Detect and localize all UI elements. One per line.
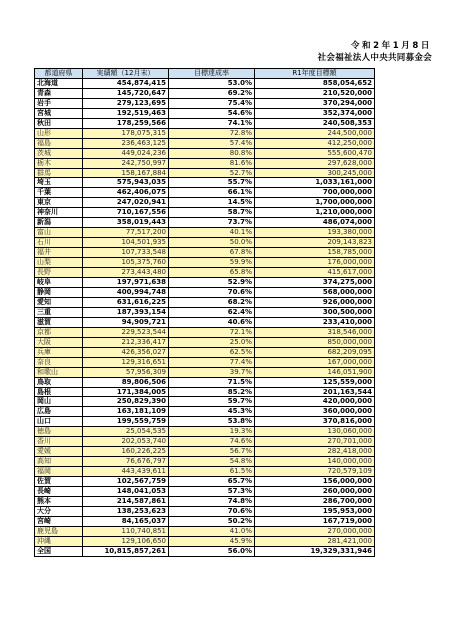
prefecture-cell: 鳥取 xyxy=(35,377,83,387)
table-row xyxy=(35,457,375,467)
target-amount-cell: 195,953,000 xyxy=(255,506,375,516)
achievement-rate-cell: 58.7% xyxy=(169,208,255,218)
table-row xyxy=(35,158,375,168)
achievement-rate-cell: 73.7% xyxy=(169,218,255,228)
target-amount-cell: 282,418,000 xyxy=(255,447,375,457)
achievement-rate-cell: 52.7% xyxy=(169,168,255,178)
table-row xyxy=(35,327,375,337)
table-row xyxy=(35,238,375,248)
table-row xyxy=(35,228,375,238)
prefecture-cell: 香川 xyxy=(35,437,83,447)
prefecture-cell: 三重 xyxy=(35,307,83,317)
prefecture-cell: 岡山 xyxy=(35,397,83,407)
prefecture-cell: 北海道 xyxy=(35,78,83,88)
achievement-rate-cell: 53.8% xyxy=(169,417,255,427)
prefecture-cell: 山梨 xyxy=(35,258,83,268)
table-row xyxy=(35,496,375,506)
prefecture-cell: 福島 xyxy=(35,138,83,148)
table-row xyxy=(35,128,375,138)
target-amount-cell: 176,000,000 xyxy=(255,258,375,268)
achievement-rate-cell: 57.3% xyxy=(169,487,255,497)
prefecture-cell: 福岡 xyxy=(35,467,83,477)
actual-amount-cell: 178,259,566 xyxy=(83,118,169,128)
prefecture-cell: 岐阜 xyxy=(35,278,83,288)
achievement-rate-cell: 74.8% xyxy=(169,496,255,506)
table-row xyxy=(35,367,375,377)
column-header-prefecture: 都道府県 xyxy=(35,69,83,79)
prefecture-cell: 京都 xyxy=(35,327,83,337)
target-amount-cell: 412,250,000 xyxy=(255,138,375,148)
achievement-rate-cell: 80.8% xyxy=(169,148,255,158)
target-amount-cell: 281,421,000 xyxy=(255,536,375,546)
achievement-rate-cell: 50.0% xyxy=(169,238,255,248)
actual-amount-cell: 171,384,005 xyxy=(83,387,169,397)
achievement-rate-cell: 55.7% xyxy=(169,178,255,188)
prefecture-cell: 徳島 xyxy=(35,427,83,437)
prefecture-cell: 熊本 xyxy=(35,496,83,506)
table-row xyxy=(35,526,375,536)
prefecture-cell: 愛知 xyxy=(35,297,83,307)
target-amount-cell: 209,143,823 xyxy=(255,238,375,248)
target-amount-cell: 233,410,000 xyxy=(255,317,375,327)
prefecture-cell: 千葉 xyxy=(35,188,83,198)
target-amount-cell: 167,719,000 xyxy=(255,516,375,526)
actual-amount-cell: 575,943,035 xyxy=(83,178,169,188)
prefecture-cell: 長野 xyxy=(35,268,83,278)
table-row xyxy=(35,297,375,307)
achievement-rate-cell: 14.5% xyxy=(169,198,255,208)
achievement-rate-cell: 56.0% xyxy=(169,546,255,556)
target-amount-cell: 140,000,000 xyxy=(255,457,375,467)
table-row xyxy=(35,268,375,278)
actual-amount-cell: 145,720,647 xyxy=(83,88,169,98)
target-amount-cell: 700,000,000 xyxy=(255,188,375,198)
actual-amount-cell: 104,501,935 xyxy=(83,238,169,248)
table-row xyxy=(35,258,375,268)
table-row xyxy=(35,437,375,447)
target-amount-cell: 486,074,000 xyxy=(255,218,375,228)
achievement-rate-cell: 69.2% xyxy=(169,88,255,98)
table-row xyxy=(35,218,375,228)
actual-amount-cell: 229,523,544 xyxy=(83,327,169,337)
table-row xyxy=(35,198,375,208)
prefecture-cell: 岩手 xyxy=(35,98,83,108)
target-amount-cell: 201,163,544 xyxy=(255,387,375,397)
achievement-rate-cell: 40.6% xyxy=(169,317,255,327)
table-row xyxy=(35,516,375,526)
target-amount-cell: 297,628,000 xyxy=(255,158,375,168)
achievement-rate-cell: 40.1% xyxy=(169,228,255,238)
achievement-rate-cell: 19.3% xyxy=(169,427,255,437)
achievement-rate-cell: 70.6% xyxy=(169,287,255,297)
table-row xyxy=(35,287,375,297)
achievement-rate-cell: 65.8% xyxy=(169,268,255,278)
table-row xyxy=(35,78,375,88)
actual-amount-cell: 242,750,997 xyxy=(83,158,169,168)
target-amount-cell: 926,000,000 xyxy=(255,297,375,307)
achievement-rate-cell: 52.9% xyxy=(169,278,255,288)
actual-amount-cell: 129,106,650 xyxy=(83,536,169,546)
actual-amount-cell: 107,733,548 xyxy=(83,248,169,258)
actual-amount-cell: 214,587,861 xyxy=(83,496,169,506)
table-row xyxy=(35,178,375,188)
table-row xyxy=(35,98,375,108)
actual-amount-cell: 25,054,535 xyxy=(83,427,169,437)
target-amount-cell: 260,000,000 xyxy=(255,487,375,497)
target-amount-cell: 555,600,470 xyxy=(255,148,375,158)
achievement-rate-cell: 41.0% xyxy=(169,526,255,536)
actual-amount-cell: 110,740,851 xyxy=(83,526,169,536)
target-amount-cell: 270,701,000 xyxy=(255,437,375,447)
actual-amount-cell: 250,829,390 xyxy=(83,397,169,407)
target-amount-cell: 1,033,161,000 xyxy=(255,178,375,188)
table-row xyxy=(35,118,375,128)
target-amount-cell: 568,000,000 xyxy=(255,287,375,297)
actual-amount-cell: 212,336,417 xyxy=(83,337,169,347)
prefecture-cell: 島根 xyxy=(35,387,83,397)
prefecture-cell: 神奈川 xyxy=(35,208,83,218)
target-amount-cell: 19,329,331,946 xyxy=(255,546,375,556)
actual-amount-cell: 199,559,759 xyxy=(83,417,169,427)
achievement-rate-cell: 59.7% xyxy=(169,397,255,407)
achievement-rate-cell: 71.5% xyxy=(169,377,255,387)
table-row xyxy=(35,447,375,457)
table-row xyxy=(35,427,375,437)
actual-amount-cell: 710,167,556 xyxy=(83,208,169,218)
achievement-rate-cell: 25.0% xyxy=(169,337,255,347)
actual-amount-cell: 449,024,236 xyxy=(83,148,169,158)
target-amount-cell: 858,054,652 xyxy=(255,78,375,88)
prefecture-cell: 滋賀 xyxy=(35,317,83,327)
achievement-rate-cell: 72.8% xyxy=(169,128,255,138)
target-amount-cell: 244,500,000 xyxy=(255,128,375,138)
table-row xyxy=(35,138,375,148)
prefecture-cell: 高知 xyxy=(35,457,83,467)
table-row xyxy=(35,248,375,258)
achievement-rate-cell: 67.8% xyxy=(169,248,255,258)
prefecture-cell: 茨城 xyxy=(35,148,83,158)
prefecture-cell: 新潟 xyxy=(35,218,83,228)
target-amount-cell: 130,060,000 xyxy=(255,427,375,437)
target-amount-cell: 1,700,000,000 xyxy=(255,198,375,208)
prefecture-cell: 山形 xyxy=(35,128,83,138)
achievement-rate-cell: 50.2% xyxy=(169,516,255,526)
achievement-rate-cell: 70.6% xyxy=(169,506,255,516)
target-amount-cell: 156,000,000 xyxy=(255,477,375,487)
achievement-rate-cell: 65.7% xyxy=(169,477,255,487)
target-amount-cell: 158,785,000 xyxy=(255,248,375,258)
achievement-rate-cell: 57.4% xyxy=(169,138,255,148)
prefecture-cell: 山口 xyxy=(35,417,83,427)
column-header-rate: 目標達成率 xyxy=(169,69,255,79)
target-amount-cell: 286,700,000 xyxy=(255,496,375,506)
table-row xyxy=(35,88,375,98)
table-total-row xyxy=(35,546,375,556)
achievement-rate-cell: 72.1% xyxy=(169,327,255,337)
actual-amount-cell: 163,181,109 xyxy=(83,407,169,417)
table-row xyxy=(35,397,375,407)
table-row xyxy=(35,188,375,198)
actual-amount-cell: 94,909,721 xyxy=(83,317,169,327)
actual-amount-cell: 160,226,225 xyxy=(83,447,169,457)
achievement-rate-cell: 74.1% xyxy=(169,118,255,128)
prefecture-cell: 和歌山 xyxy=(35,367,83,377)
actual-amount-cell: 77,517,200 xyxy=(83,228,169,238)
prefecture-cell: 宮城 xyxy=(35,108,83,118)
actual-amount-cell: 158,167,884 xyxy=(83,168,169,178)
actual-amount-cell: 89,806,506 xyxy=(83,377,169,387)
actual-amount-cell: 102,567,759 xyxy=(83,477,169,487)
actual-amount-cell: 105,375,760 xyxy=(83,258,169,268)
table-row xyxy=(35,148,375,158)
table-row xyxy=(35,377,375,387)
target-amount-cell: 370,816,000 xyxy=(255,417,375,427)
prefecture-cell: 長崎 xyxy=(35,487,83,497)
achievement-rate-cell: 61.5% xyxy=(169,467,255,477)
achievement-rate-cell: 85.2% xyxy=(169,387,255,397)
prefecture-cell: 東京 xyxy=(35,198,83,208)
actual-amount-cell: 57,956,309 xyxy=(83,367,169,377)
table-row xyxy=(35,208,375,218)
achievement-rate-cell: 75.4% xyxy=(169,98,255,108)
prefecture-cell: 宮崎 xyxy=(35,516,83,526)
target-amount-cell: 300,500,000 xyxy=(255,307,375,317)
target-amount-cell: 318,546,000 xyxy=(255,327,375,337)
target-amount-cell: 300,245,000 xyxy=(255,168,375,178)
donation-results-table xyxy=(34,68,375,557)
table-row xyxy=(35,487,375,497)
table-row xyxy=(35,307,375,317)
actual-amount-cell: 400,994,748 xyxy=(83,287,169,297)
achievement-rate-cell: 45.3% xyxy=(169,407,255,417)
target-amount-cell: 415,617,000 xyxy=(255,268,375,278)
actual-amount-cell: 462,406,075 xyxy=(83,188,169,198)
prefecture-cell: 石川 xyxy=(35,238,83,248)
achievement-rate-cell: 53.0% xyxy=(169,78,255,88)
prefecture-cell: 奈良 xyxy=(35,357,83,367)
table-header-row xyxy=(35,69,375,79)
actual-amount-cell: 192,519,463 xyxy=(83,108,169,118)
prefecture-cell: 沖縄 xyxy=(35,536,83,546)
target-amount-cell: 270,000,000 xyxy=(255,526,375,536)
actual-amount-cell: 129,316,651 xyxy=(83,357,169,367)
prefecture-cell: 愛媛 xyxy=(35,447,83,457)
achievement-rate-cell: 62.5% xyxy=(169,347,255,357)
target-amount-cell: 420,000,000 xyxy=(255,397,375,407)
target-amount-cell: 682,209,095 xyxy=(255,347,375,357)
table-row xyxy=(35,407,375,417)
table-row xyxy=(35,536,375,546)
actual-amount-cell: 443,439,611 xyxy=(83,467,169,477)
achievement-rate-cell: 39.7% xyxy=(169,367,255,377)
table-row xyxy=(35,347,375,357)
actual-amount-cell: 138,253,623 xyxy=(83,506,169,516)
achievement-rate-cell: 54.8% xyxy=(169,457,255,467)
target-amount-cell: 125,559,000 xyxy=(255,377,375,387)
actual-amount-cell: 273,443,480 xyxy=(83,268,169,278)
table-row xyxy=(35,506,375,516)
table-row xyxy=(35,317,375,327)
prefecture-cell: 群馬 xyxy=(35,168,83,178)
prefecture-cell: 大阪 xyxy=(35,337,83,347)
table-row xyxy=(35,477,375,487)
prefecture-cell: 佐賀 xyxy=(35,477,83,487)
actual-amount-cell: 454,874,415 xyxy=(83,78,169,88)
column-header-actual: 実績額（12月末） xyxy=(83,69,169,79)
table-row xyxy=(35,467,375,477)
achievement-rate-cell: 66.1% xyxy=(169,188,255,198)
actual-amount-cell: 236,463,125 xyxy=(83,138,169,148)
actual-amount-cell: 426,356,027 xyxy=(83,347,169,357)
actual-amount-cell: 279,123,695 xyxy=(83,98,169,108)
actual-amount-cell: 358,019,443 xyxy=(83,218,169,228)
table-row xyxy=(35,278,375,288)
actual-amount-cell: 178,075,315 xyxy=(83,128,169,138)
target-amount-cell: 370,294,000 xyxy=(255,98,375,108)
actual-amount-cell: 202,053,740 xyxy=(83,437,169,447)
prefecture-cell: 秋田 xyxy=(35,118,83,128)
prefecture-cell: 兵庫 xyxy=(35,347,83,357)
actual-amount-cell: 247,020,941 xyxy=(83,198,169,208)
target-amount-cell: 240,508,353 xyxy=(255,118,375,128)
prefecture-cell: 大分 xyxy=(35,506,83,516)
table-row xyxy=(35,168,375,178)
target-amount-cell: 374,275,000 xyxy=(255,278,375,288)
target-amount-cell: 1,210,000,000 xyxy=(255,208,375,218)
table-row xyxy=(35,108,375,118)
target-amount-cell: 352,374,000 xyxy=(255,108,375,118)
prefecture-cell: 青森 xyxy=(35,88,83,98)
target-amount-cell: 360,000,000 xyxy=(255,407,375,417)
table-row xyxy=(35,417,375,427)
achievement-rate-cell: 77.4% xyxy=(169,357,255,367)
actual-amount-cell: 10,815,857,261 xyxy=(83,546,169,556)
column-header-target: R1年度目標額 xyxy=(255,69,375,79)
prefecture-cell: 静岡 xyxy=(35,287,83,297)
prefecture-cell: 鹿児島 xyxy=(35,526,83,536)
organization-name: 社会福祉法人中央共同募金会 xyxy=(317,53,432,63)
document-date: 令和2年1月8日 xyxy=(350,41,432,51)
achievement-rate-cell: 62.4% xyxy=(169,307,255,317)
actual-amount-cell: 197,971,638 xyxy=(83,278,169,288)
achievement-rate-cell: 56.7% xyxy=(169,447,255,457)
table-row xyxy=(35,337,375,347)
target-amount-cell: 210,520,000 xyxy=(255,88,375,98)
target-amount-cell: 167,000,000 xyxy=(255,357,375,367)
achievement-rate-cell: 45.9% xyxy=(169,536,255,546)
achievement-rate-cell: 74.6% xyxy=(169,437,255,447)
prefecture-cell: 栃木 xyxy=(35,158,83,168)
table-row xyxy=(35,387,375,397)
table-row xyxy=(35,357,375,367)
actual-amount-cell: 187,393,154 xyxy=(83,307,169,317)
actual-amount-cell: 148,041,053 xyxy=(83,487,169,497)
actual-amount-cell: 631,616,225 xyxy=(83,297,169,307)
actual-amount-cell: 84,165,037 xyxy=(83,516,169,526)
achievement-rate-cell: 54.6% xyxy=(169,108,255,118)
target-amount-cell: 193,380,000 xyxy=(255,228,375,238)
prefecture-cell: 福井 xyxy=(35,248,83,258)
target-amount-cell: 850,000,000 xyxy=(255,337,375,347)
target-amount-cell: 146,051,900 xyxy=(255,367,375,377)
prefecture-cell: 全国 xyxy=(35,546,83,556)
target-amount-cell: 720,579,109 xyxy=(255,467,375,477)
achievement-rate-cell: 59.9% xyxy=(169,258,255,268)
prefecture-cell: 広島 xyxy=(35,407,83,417)
prefecture-cell: 埼玉 xyxy=(35,178,83,188)
achievement-rate-cell: 81.6% xyxy=(169,158,255,168)
prefecture-cell: 富山 xyxy=(35,228,83,238)
actual-amount-cell: 76,676,797 xyxy=(83,457,169,467)
achievement-rate-cell: 68.2% xyxy=(169,297,255,307)
